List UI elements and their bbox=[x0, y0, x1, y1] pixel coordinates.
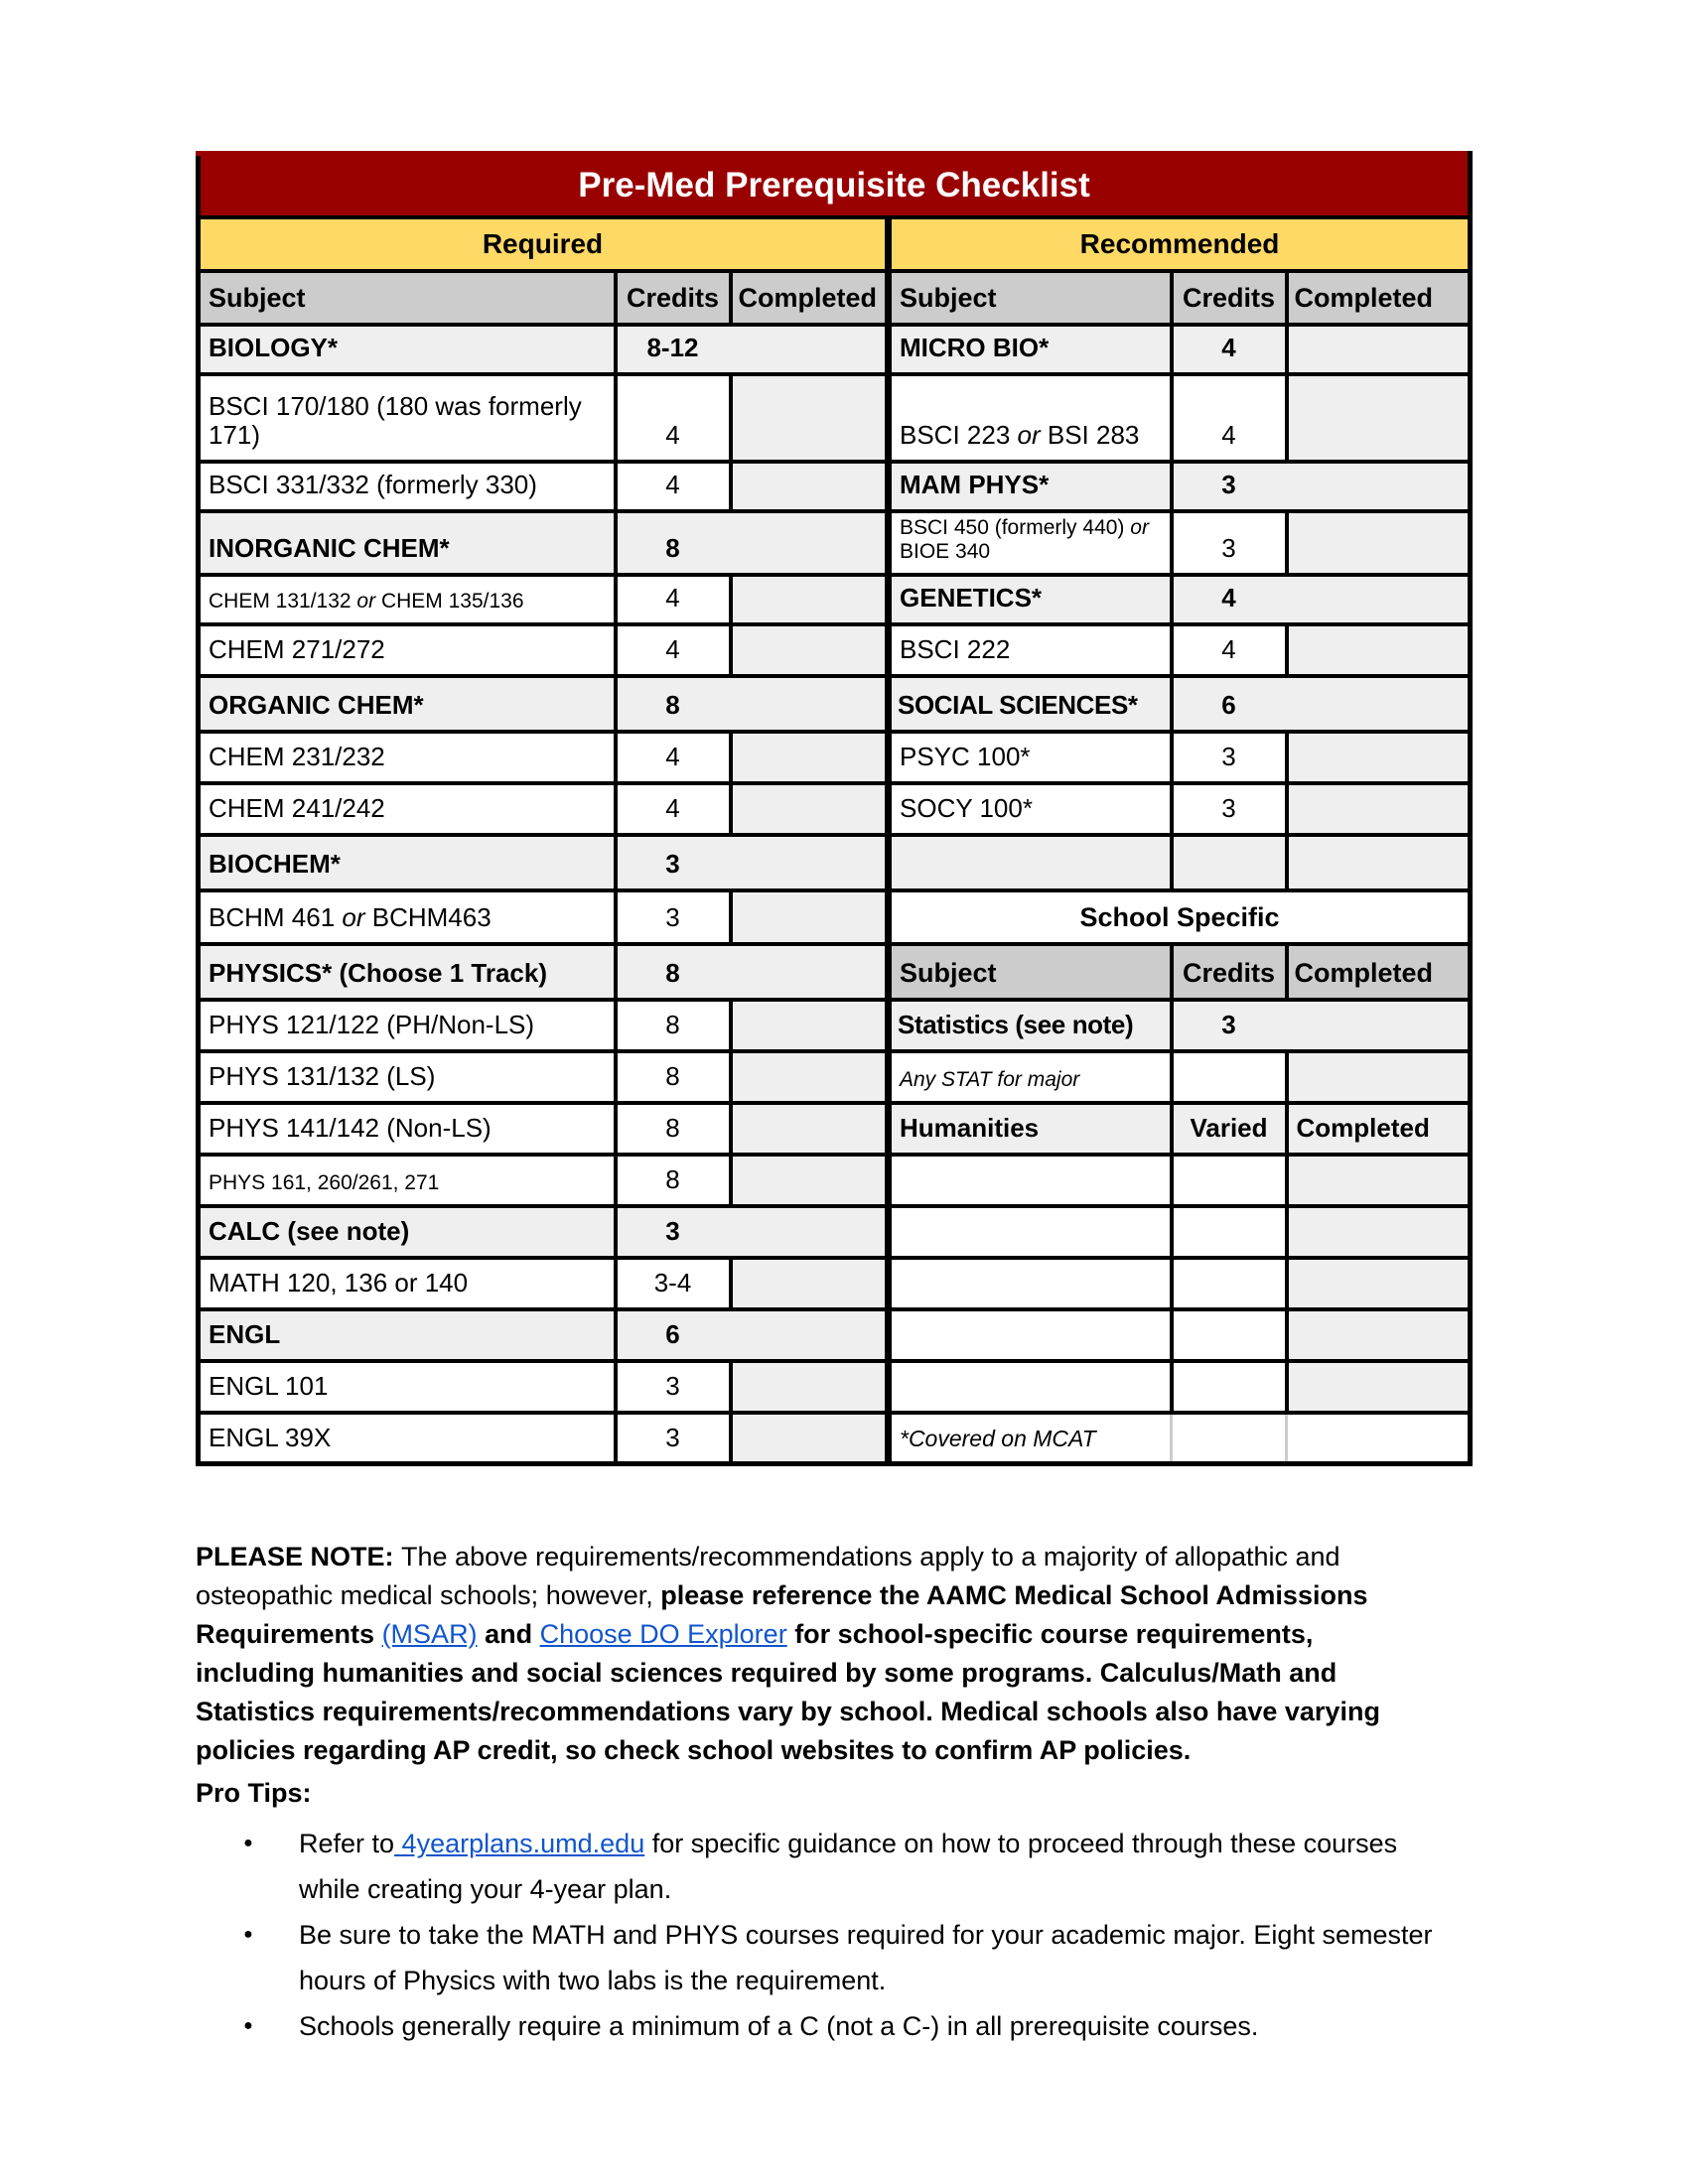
completed-cell: Completed bbox=[1287, 1103, 1471, 1155]
completed-column-header: Completed bbox=[1287, 271, 1471, 325]
credits-cell: 4 bbox=[616, 624, 731, 676]
credits-value: 3 bbox=[665, 1216, 680, 1247]
tip-text: Schools generally require a minimum of a C (not a C-) in all prerequisite courses. bbox=[299, 2011, 1259, 2041]
credits-cell: 4 bbox=[1172, 624, 1287, 676]
subject-text-part: BIOE 340 bbox=[900, 539, 991, 563]
table-row bbox=[199, 944, 1471, 1000]
table-row bbox=[199, 575, 1471, 624]
msar-link[interactable]: (MSAR) bbox=[381, 1619, 478, 1649]
credits-cell: Varied bbox=[1172, 1103, 1287, 1155]
credits-cell: 4 bbox=[616, 462, 731, 511]
subject-cell: PHYS 131/132 (LS) bbox=[199, 1051, 616, 1103]
credits-cell: 4 bbox=[616, 783, 731, 835]
completed-cell bbox=[1287, 325, 1471, 374]
pro-tips-heading: Pro Tips: bbox=[196, 1778, 312, 1808]
credits-cell bbox=[616, 1206, 889, 1258]
subject-cell bbox=[889, 511, 1172, 575]
subject-cell: ORGANIC CHEM* bbox=[199, 676, 616, 732]
completed-cell bbox=[1287, 1051, 1471, 1103]
completed-cell bbox=[731, 462, 889, 511]
credits-cell: 3 bbox=[1172, 511, 1287, 575]
table-row bbox=[199, 374, 1471, 462]
credits-cell: 4 bbox=[616, 732, 731, 783]
premed-checklist-table bbox=[196, 151, 1473, 1466]
credits-value: 6 bbox=[665, 1319, 680, 1350]
subject-cell: CHEM 241/242 bbox=[199, 783, 616, 835]
subject-text-part: BSI 283 bbox=[1040, 420, 1140, 451]
recommended-section-header: Recommended bbox=[889, 217, 1471, 271]
table-row bbox=[199, 1051, 1471, 1103]
tip-text-part: for specific guidance on how to proceed through these courses while creating your 4-year plan. bbox=[299, 1829, 1398, 1904]
completed-column-header: Completed bbox=[731, 271, 889, 325]
subject-cell: MAM PHYS* bbox=[889, 462, 1172, 511]
credits-cell bbox=[1172, 1206, 1287, 1258]
table-row bbox=[199, 1103, 1471, 1155]
table-row bbox=[199, 1361, 1471, 1413]
required-section-header: Required bbox=[199, 217, 889, 271]
credits-cell: 8 bbox=[616, 1000, 731, 1051]
completed-cell bbox=[731, 624, 889, 676]
pro-tips-section bbox=[196, 1773, 1457, 2049]
tip-text bbox=[299, 1821, 1457, 1912]
note-text-bold: for school-specific course requirements, including humanities and social sciences required by some programs. Calculus/Math and Statistics requirements/recommendations vary by school. Medical schools also have varying policies regarding AP credit, so check school websites to confirm AP policies. bbox=[196, 1619, 1380, 1765]
mcat-footnote-cell: *Covered on MCAT bbox=[889, 1413, 1172, 1464]
subject-cell bbox=[889, 835, 1172, 890]
credits-column-header: Credits bbox=[616, 271, 731, 325]
table-row bbox=[199, 1413, 1471, 1464]
subject-cell: BSCI 170/180 (180 was formerly 171) bbox=[199, 374, 616, 462]
subject-cell: ENGL 101 bbox=[199, 1361, 616, 1413]
list-item bbox=[196, 1912, 1457, 2003]
subject-column-header: Subject bbox=[199, 271, 616, 325]
completed-cell bbox=[1287, 1413, 1471, 1464]
note-text-bold: please reference the AAMC Medical School Admissions Requirements bbox=[196, 1580, 1368, 1649]
completed-cell bbox=[1287, 511, 1471, 575]
credits-cell: 8 bbox=[616, 1155, 731, 1206]
completed-cell bbox=[731, 1258, 889, 1309]
table-row bbox=[199, 1309, 1471, 1361]
credits-value: 6 bbox=[1221, 690, 1236, 721]
fouryearplans-link[interactable]: 4yearplans.umd.edu bbox=[394, 1829, 645, 1858]
completed-cell bbox=[731, 1361, 889, 1413]
subject-cell: BIOLOGY* bbox=[199, 325, 616, 374]
credits-cell bbox=[1172, 1051, 1287, 1103]
table-row bbox=[199, 271, 1471, 325]
credits-cell bbox=[616, 1309, 889, 1361]
completed-cell bbox=[731, 1051, 889, 1103]
credits-cell bbox=[1172, 1361, 1287, 1413]
subject-cell: MATH 120, 136 or 140 bbox=[199, 1258, 616, 1309]
subject-text-part: BSCI 450 (formerly 440) bbox=[900, 516, 1131, 540]
credits-cell bbox=[1172, 1000, 1471, 1051]
credits-cell: 4 bbox=[616, 575, 731, 624]
credits-cell: 3 bbox=[616, 1361, 731, 1413]
credits-cell bbox=[1172, 462, 1471, 511]
subject-cell: PHYS 141/142 (Non-LS) bbox=[199, 1103, 616, 1155]
credits-cell: 3 bbox=[1172, 732, 1287, 783]
page-title: Pre-Med Prerequisite Checklist bbox=[199, 154, 1471, 217]
subject-text-part: BSCI 223 bbox=[900, 420, 1018, 451]
credits-cell bbox=[616, 325, 889, 374]
table-row bbox=[199, 1000, 1471, 1051]
table-row bbox=[199, 732, 1471, 783]
subject-cell bbox=[889, 1206, 1172, 1258]
subject-text-part: BCHM 461 bbox=[209, 902, 343, 933]
completed-cell bbox=[1287, 624, 1471, 676]
subject-column-header: Subject bbox=[889, 271, 1172, 325]
table-row bbox=[199, 511, 1471, 575]
credits-cell: 8 bbox=[616, 1051, 731, 1103]
completed-cell bbox=[1287, 732, 1471, 783]
or-text: or bbox=[1130, 516, 1149, 540]
bullet-icon: ● bbox=[243, 2017, 253, 2034]
subject-cell: PHYS 161, 260/261, 271 bbox=[199, 1155, 616, 1206]
subject-cell: ENGL 39X bbox=[199, 1413, 616, 1464]
subject-cell: Statistics (see note) bbox=[889, 1000, 1172, 1051]
table-row bbox=[199, 783, 1471, 835]
credits-cell bbox=[616, 835, 889, 890]
table-row bbox=[199, 624, 1471, 676]
table-row bbox=[199, 154, 1471, 217]
or-text: or bbox=[1017, 420, 1041, 451]
subject-cell: SOCIAL SCIENCES* bbox=[889, 676, 1172, 732]
credits-column-header: Credits bbox=[1172, 944, 1287, 1000]
subject-cell: PSYC 100* bbox=[889, 732, 1172, 783]
credits-value: 8-12 bbox=[646, 333, 699, 363]
subject-cell bbox=[199, 890, 616, 944]
subject-cell: MICRO BIO* bbox=[889, 325, 1172, 374]
table-row bbox=[199, 1258, 1471, 1309]
note-text: The above requirements/recommendations apply to a majority of allopathic and osteopathic medical schools; however, bbox=[196, 1542, 1340, 1610]
credits-column-header: Credits bbox=[1172, 271, 1287, 325]
please-note-paragraph bbox=[196, 1538, 1439, 1770]
subject-cell bbox=[889, 1155, 1172, 1206]
choose-do-explorer-link[interactable]: Choose DO Explorer bbox=[539, 1619, 787, 1649]
credits-cell: 4 bbox=[1172, 374, 1287, 462]
credits-cell bbox=[616, 511, 889, 575]
subject-cell bbox=[889, 1258, 1172, 1309]
completed-cell bbox=[1287, 1258, 1471, 1309]
subject-cell: CALC (see note) bbox=[199, 1206, 616, 1258]
completed-cell bbox=[731, 1413, 889, 1464]
credits-cell bbox=[1172, 1258, 1287, 1309]
table-row bbox=[199, 325, 1471, 374]
subject-cell: CHEM 271/272 bbox=[199, 624, 616, 676]
completed-cell bbox=[731, 890, 889, 944]
completed-cell bbox=[1287, 1309, 1471, 1361]
subject-cell: BIOCHEM* bbox=[199, 835, 616, 890]
subject-cell: PHYS 121/122 (PH/Non-LS) bbox=[199, 1000, 616, 1051]
completed-cell bbox=[1287, 1155, 1471, 1206]
subject-cell: BSCI 331/332 (formerly 330) bbox=[199, 462, 616, 511]
tip-text-part: Refer to bbox=[299, 1829, 395, 1858]
credits-value: 4 bbox=[1221, 583, 1236, 614]
table-row bbox=[199, 835, 1471, 890]
table-row bbox=[199, 1206, 1471, 1258]
subject-cell: INORGANIC CHEM* bbox=[199, 511, 616, 575]
credits-cell bbox=[1172, 1413, 1287, 1464]
credits-cell bbox=[1172, 676, 1471, 732]
credits-cell bbox=[616, 944, 889, 1000]
subject-cell: SOCY 100* bbox=[889, 783, 1172, 835]
completed-cell bbox=[731, 1155, 889, 1206]
school-specific-section-header: School Specific bbox=[889, 890, 1471, 944]
credits-cell: 3 bbox=[616, 1413, 731, 1464]
list-item bbox=[196, 2003, 1457, 2049]
completed-cell bbox=[731, 374, 889, 462]
credits-value: 8 bbox=[665, 690, 680, 721]
completed-cell bbox=[731, 575, 889, 624]
bullet-icon: ● bbox=[243, 1835, 253, 1851]
subject-cell: CHEM 231/232 bbox=[199, 732, 616, 783]
completed-column-header: Completed bbox=[1287, 944, 1471, 1000]
or-text: or bbox=[342, 902, 365, 933]
subject-cell: GENETICS* bbox=[889, 575, 1172, 624]
subject-text-part: BCHM463 bbox=[364, 902, 492, 933]
subject-cell: Humanities bbox=[889, 1103, 1172, 1155]
subject-cell: BSCI 222 bbox=[889, 624, 1172, 676]
completed-cell bbox=[1287, 835, 1471, 890]
credits-cell bbox=[616, 676, 889, 732]
subject-cell bbox=[889, 1309, 1172, 1361]
subject-cell: PHYSICS* (Choose 1 Track) bbox=[199, 944, 616, 1000]
subject-cell: ENGL bbox=[199, 1309, 616, 1361]
credits-cell bbox=[1172, 575, 1471, 624]
table-row bbox=[199, 676, 1471, 732]
subject-text-part: CHEM 135/136 bbox=[375, 589, 524, 613]
credits-value: 3 bbox=[665, 849, 680, 880]
completed-cell bbox=[731, 1103, 889, 1155]
subject-cell bbox=[889, 1361, 1172, 1413]
subject-column-header: Subject bbox=[889, 944, 1172, 1000]
please-note-label: PLEASE NOTE: bbox=[196, 1542, 402, 1571]
table-row bbox=[199, 462, 1471, 511]
credits-cell: 8 bbox=[616, 1103, 731, 1155]
subject-cell bbox=[889, 374, 1172, 462]
completed-cell bbox=[731, 732, 889, 783]
credits-value: 3 bbox=[1221, 1010, 1236, 1040]
credits-value: 3 bbox=[1221, 470, 1236, 500]
table-row bbox=[199, 217, 1471, 271]
or-text: or bbox=[356, 589, 376, 613]
credits-cell: 3 bbox=[616, 890, 731, 944]
credits-cell: 4 bbox=[1172, 325, 1287, 374]
credits-cell: 4 bbox=[616, 374, 731, 462]
completed-cell bbox=[1287, 1361, 1471, 1413]
completed-cell bbox=[731, 783, 889, 835]
credits-cell: 3 bbox=[1172, 783, 1287, 835]
credits-cell bbox=[1172, 1309, 1287, 1361]
table-row bbox=[199, 1155, 1471, 1206]
bullet-icon: ● bbox=[243, 1926, 253, 1943]
credits-cell bbox=[1172, 1155, 1287, 1206]
completed-cell bbox=[731, 1000, 889, 1051]
tip-text: Be sure to take the MATH and PHYS courses required for your academic major. Eight semester hours of Physics with two labs is the requirement. bbox=[299, 1920, 1433, 1995]
subject-text-part: CHEM 131/132 bbox=[209, 589, 357, 613]
completed-cell bbox=[1287, 1206, 1471, 1258]
credits-value: 8 bbox=[665, 533, 680, 564]
subject-cell bbox=[199, 575, 616, 624]
list-item bbox=[196, 1821, 1457, 1912]
note-text-bold: and bbox=[477, 1619, 540, 1649]
credits-cell: 3-4 bbox=[616, 1258, 731, 1309]
credits-value: 8 bbox=[665, 958, 680, 989]
table-row bbox=[199, 890, 1471, 944]
credits-cell bbox=[1172, 835, 1287, 890]
completed-cell bbox=[1287, 783, 1471, 835]
completed-cell bbox=[1287, 374, 1471, 462]
subject-cell: Any STAT for major bbox=[889, 1051, 1172, 1103]
